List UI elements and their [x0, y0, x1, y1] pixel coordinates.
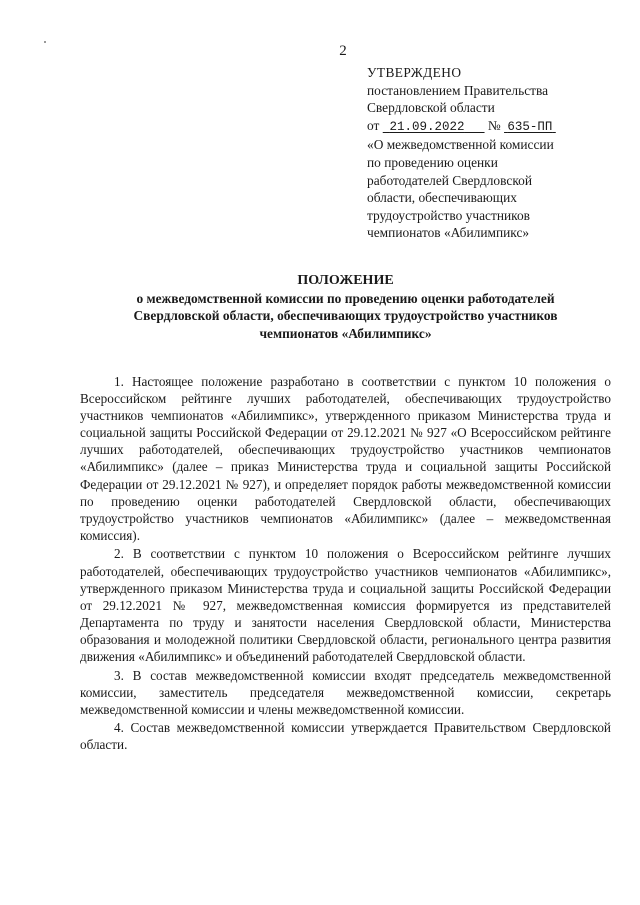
date-prefix: от: [367, 117, 380, 133]
document-body: [80, 373, 611, 755]
document-heading: [80, 272, 611, 342]
approval-subject-line: чемпионатов «Абилимпикс»: [367, 225, 530, 241]
scan-speck: [44, 41, 46, 43]
document-subtitle-line: чемпионатов «Абилимпикс»: [259, 325, 432, 341]
approval-subject-line: по проведению оценки: [367, 154, 498, 170]
number-prefix: №: [487, 117, 501, 133]
approval-subject-line: работодателей Свердловской: [367, 172, 533, 188]
document-title: ПОЛОЖЕНИЕ: [297, 273, 394, 288]
paragraph-3: 3. В состав межведомственной комиссии входят председатель межведомственной комиссии, заместитель председателя межведомственной комиссии, секретарь межведомственной комиссии и члены межведомственной комиссии.: [80, 667, 611, 717]
approval-subject-line: трудоустройство участников: [367, 207, 531, 223]
paragraph-4: 4. Состав межведомственной комиссии утверждается Правительством Свердловской области.: [80, 720, 611, 753]
document-subtitle-line: о межведомственной комиссии по проведению оценки работодателей: [136, 290, 555, 306]
date-value: 21.09.2022: [389, 119, 465, 134]
approval-title: УТВЕРЖДЕНО: [367, 65, 462, 80]
document-subtitle-line: Свердловской области, обеспечивающих трудоустройство участников: [133, 308, 558, 324]
approval-line-2: Свердловской области: [367, 100, 495, 116]
page-number: 2: [339, 43, 347, 59]
approval-subject-line: «О межведомственной комиссии: [367, 137, 554, 153]
approval-date-line: [367, 117, 617, 137]
date-field: [383, 118, 485, 133]
number-field: [504, 118, 556, 133]
approval-subject-line: области, обеспечивающих: [367, 190, 517, 206]
paragraph-1: 1. Настоящее положение разработано в соответствии с пунктом 10 положения о Всероссийском рейтинге лучших работодателей, обеспечивающих трудоустройство участников чемпионатов «Абилимпикс», утвержденного приказом Министерства труда и социальной защиты Российской Федерации от 29.12.2021 № 927 «О Всероссийском рейтинге лучших работодателей, обеспечивающих трудоустройство участников чемпионатов «Абилимпикс» (далее – приказ Министерства труда и социальной защиты Российской Федерации от 29.12.2021 № 927), и определяет порядок работы межведомственной комиссии по проведению оценки работодателей Свердловской области, обеспечивающих трудоустройство участников чемпионатов «Абилимпикс» (далее – межведомственная комиссия).: [80, 374, 611, 543]
approval-line-1: постановлением Правительства: [367, 82, 549, 98]
number-value: 635-ПП: [507, 119, 553, 134]
paragraph-2: 2. В соответствии с пунктом 10 положения о Всероссийском рейтинге лучших работодателей, обеспечивающих трудоустройство участников чемпионатов «Абилимпикс», утвержденного приказом Министерства труда и социальной защиты Российской Федерации от 29.12.2021 № 927, межведомственная комиссия формируется из представителей Департамента по труду и занятости населения Свердловской области, Министерства образования и молодежной политики Свердловской области, регионального центра развития движения «Абилимпикс» и объединений работодателей Свердловской области.: [80, 546, 611, 664]
approval-block: [367, 64, 617, 242]
